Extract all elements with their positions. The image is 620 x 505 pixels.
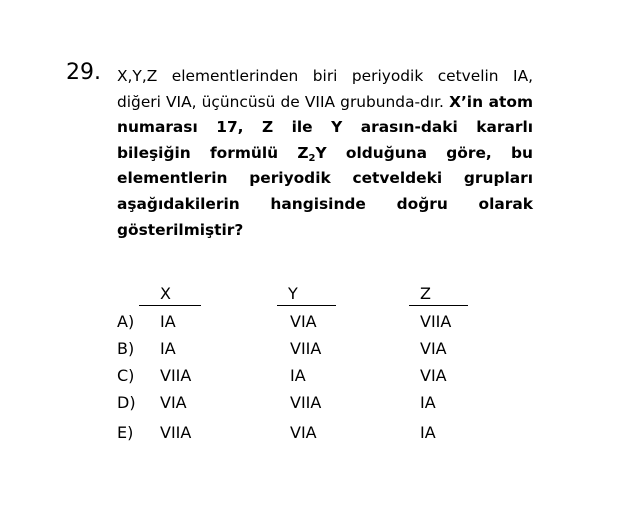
question-intro: X,Y,Z elementlerinden biri periyodik cetvelin IA, diğeri VIA, üçüncüsü de VIIA grubunda-dır. xyxy=(117,67,533,111)
column-header-z xyxy=(409,283,468,306)
option-label: E) xyxy=(117,423,134,442)
option-x-value: IA xyxy=(160,312,176,331)
option-label: D) xyxy=(117,393,136,412)
question-number: 29. xyxy=(66,60,101,85)
option-z-value: VIA xyxy=(420,339,447,358)
option-label: C) xyxy=(117,366,135,385)
column-header-x xyxy=(139,283,201,306)
formula-subscript: 2 xyxy=(308,152,316,164)
option-x-value: VIIA xyxy=(160,423,192,442)
question-bold-a: X’in atom numarası 17, Z ile Y arasın-daki kararlı bileşiğin formülü Z xyxy=(117,92,533,162)
option-y-value: VIA xyxy=(290,423,317,442)
question-stem xyxy=(117,64,533,243)
column-header-x-label: X xyxy=(160,284,171,303)
column-header-y xyxy=(277,283,336,306)
option-label: A) xyxy=(117,312,135,331)
option-x-value: VIA xyxy=(160,393,187,412)
column-header-y-label: Y xyxy=(288,284,298,303)
option-x-value: IA xyxy=(160,339,176,358)
option-z-value: VIIA xyxy=(420,312,452,331)
option-label: B) xyxy=(117,339,135,358)
option-x-value: VIIA xyxy=(160,366,192,385)
option-z-value: VIA xyxy=(420,366,447,385)
option-y-value: VIA xyxy=(290,312,317,331)
option-y-value: VIIA xyxy=(290,339,322,358)
option-z-value: IA xyxy=(420,393,436,412)
question-bold-b: Y olduğuna göre, bu elementlerin periyodik cetveldeki grupları aşağıdakilerin hangisinde doğru olarak gösterilmiştir? xyxy=(117,143,533,239)
option-y-value: VIIA xyxy=(290,393,322,412)
column-header-z-label: Z xyxy=(420,284,431,303)
option-y-value: IA xyxy=(290,366,306,385)
option-z-value: IA xyxy=(420,423,436,442)
